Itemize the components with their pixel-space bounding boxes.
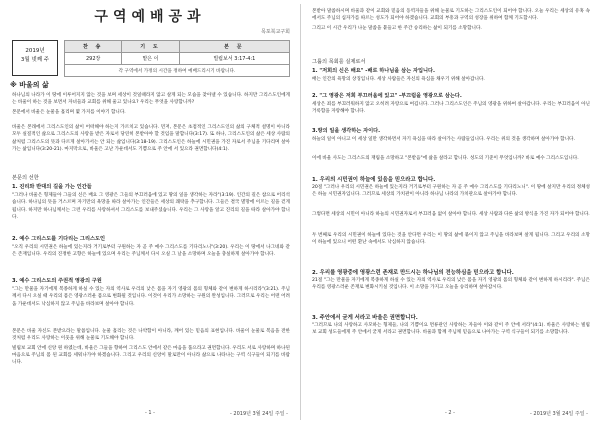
- point-2-text: "오직 우리의 시민권은 하늘에 있는지라 거기로부터 구원하는 자 곧 주 예수 그리스도를 기다리노니"(3:20). 우리는 이 땅에서 나그네와 같은 존재입니다. 우리의 진정한 고향은 하늘에 있으며 우리는 주님께서 다시 오실 그 날을 소망하며 오늘을 충실하게 살아가야 합니다.: [12, 245, 290, 258]
- hymn-header: 찬 송: [65, 41, 122, 53]
- page-number: - 1 -: [145, 410, 155, 416]
- belief-2-text: 21절 "그는 만물을 자기에게 복종하게 하실 수 있는 자의 역사로 우리의 낮은 몸을 자기 영광의 몸의 형체와 같이 변하게 하시리라". 주님은 우리를 영광스러운 존재로 변화시키실 것입니다. 이 소망을 가지고 오늘을 승리하며 살아갑시다.: [312, 278, 590, 291]
- point-3-heading: 3. 예수 그리스도의 주권적 영광의 구원: [12, 278, 102, 284]
- intro-paragraph: 본문에서 바울은 눈물을 흘리며 몇 가지를 이야기 합니다.: [12, 109, 126, 115]
- prayer-header: 기 도: [122, 41, 179, 53]
- table-note: 각 구역에서 가정의 시간을 정하여 예배드리시기 바랍니다.: [65, 65, 290, 77]
- footer-date: - 2019년 3월 24일 주일 -: [530, 411, 588, 417]
- point-1-text: "그러나 바울은 형제들아 그들의 신은 배요 그 영광은 그들의 부끄러움에 있고 땅의 일을 생각하는 자라"(3:19). 인간의 길은 참으로 어리석습니다. 하나님의 뜻을 거스르며 자기만의 욕망을 따라 살아가는 인간들은 세상의 쾌락을 추구합니다. 그들은 결국 멸망에 이르는 길을 걷게 됩니다. 하지만 하나님께서는 그런 우리를 사랑하셔서 그리스도를 보내주셨습니다. 우리는 그 사랑을 알고 진리의 길을 따라 살아가야 합니다.: [12, 193, 290, 220]
- text-value: 빌립보서 3:17-4:1: [179, 53, 289, 65]
- date-week: 3월 넷째 주: [20, 57, 50, 63]
- point-1-heading: 1. 진리와 반대의 길을 가는 인간들: [12, 184, 92, 190]
- right-intro: [312, 8, 590, 34]
- belief-3-text: "그러므로 나의 사랑하고 사모하는 형제들, 나의 기쁨이요 면류관인 사랑하는 자들아 이와 같이 주 안에 서라"(4:1). 바울은 사랑하는 빌립보 교회 성도들에게 주 안에서 굳게 서라고 권면합니다. 바울과 함께 주님께 믿음으로 나아가는 구역 식구들이 되기를 소망합니다.: [312, 323, 590, 336]
- apply-3-heading: 3.땅의 일을 생각하는 자이다.: [312, 128, 381, 134]
- belief-1-text2: 그렇다면 세상의 시민이 아니라 하늘의 시민권자로서 부끄러움 없이 살아야 합니다. 세상 사람과 다른 삶의 방식을 가진 자가 되어야 합니다.: [312, 212, 590, 217]
- closing-paragraph: 빌립보 교회 안에 신앙 원 하였는데, 바울은 그들을 향하여 그리스도 안에서 같은 마음을 품으라고 권면합니다. 우리도 서로 사랑하며 하나된 마음으로 주님의 몸 된 교회를 세워나가야 하겠습니다. 그리고 우리의 신앙이 말로만이 아니라 삶으로 나타나는 구역 식구들이 되기를 바랍니다.: [12, 345, 290, 366]
- right-intro-paragraph: 본받아 말씀하시며 바울과 같이 교회와 믿음의 동역자들을 위해 눈물로 기도하는 그리스도인이 되어야 합니다. 오늘 우리는 세상의 유혹 속에서도 주님의 십자가를 따르는 성도가 되어야 하겠습니다. 교회의 부흥과 구역의 성장을 위하여 함께 기도합시다.: [312, 9, 590, 22]
- apply-title: 그룹의 목회를 실제로서: [312, 59, 366, 65]
- belief-1-text: 20절 "그러나 우리의 시민권은 하늘에 있는지라 거기로부터 구원하는 자 곧 주 예수 그리스도를 기다리노니". 이 땅에 살지만 우리의 정체성은 하늘 시민권자입니다. 그러므로 세상의 가치관이 아니라 하나님 나라의 가치관으로 살아가야 합니다.: [312, 185, 590, 198]
- belief-1-heading: 1. 우리의 시민권이 하늘에 있음을 믿으라고 합니다.: [312, 177, 436, 183]
- date-box: [12, 40, 58, 76]
- text-header: 본 문: [179, 41, 289, 53]
- apply-3-extra: 이에 바울 사도는 그리스도의 재림을 소망하고 "본받음"에 삶을 살라고 합니다. 성도의 기준이 무엇입니까? 바로 예수 그리스도입니다.: [312, 156, 579, 161]
- belief-1-text3: 두 번째로 우리의 시민권이 하늘에 있다는 것을 안다면 우리는 이 땅의 삶에 묶이지 않고 주님을 바라보며 살게 됩니다. 그리고 우리의 소망이 하늘에 있으니 어떤 환난 속에서도 낙심하지 않습니다.: [312, 233, 590, 246]
- apply-3-text: 하늘의 일이 아니고 이 세상 일만 생각하면서 자기 욕심을 따라 살아가는 사람들입니다. 우리는 위의 것을 생각하며 살아가야 합니다.: [312, 137, 575, 142]
- date-year: 2019년: [25, 48, 45, 54]
- worship-info-table: [64, 40, 290, 77]
- belief-3-heading: 3. 주안에서 굳게 서라고 바울은 권면합니다.: [312, 315, 418, 321]
- document-title: 구역예배공과: [94, 9, 206, 25]
- apply-1-text: 배는 인간의 욕망의 상징입니다. 세상 사람들은 자신의 욕심을 채우기 위해 살아갑니다.: [312, 77, 485, 82]
- intro-text: [12, 92, 290, 118]
- belief-2-heading: 2. 우리를 영광중에 영광스런 존재로 만드시는 하나님의 전능하심을 믿으라고 합니다.: [312, 270, 514, 276]
- footer-date: - 2019년 3월 24일 주일 -: [230, 411, 288, 417]
- section-heading: ※ 바울의 삶: [10, 81, 49, 89]
- point-3-text: "그는 만물을 자기에게 복종하게 하실 수 있는 자의 역사로 우리의 낮은 몸을 자기 영광의 몸의 형체와 같이 변하게 하시리라"(3:21). 주님께서 다시 오실 때 우리의 몸은 영광스러운 몸으로 변화될 것입니다. 이것이 우리가 소망하는 구원의 완성입니다. 그러므로 우리는 어떤 어려움 가운데서도 낙심하지 않고 주님을 바라보며 살아야 합니다.: [12, 287, 290, 307]
- apply-2-text: 세상은 죄를 부끄러워하지 않고 오히려 자랑으로 여깁니다. 그러나 그리스도인은 주님의 영광을 위하여 살아갑니다. 우리는 부끄러움이 아닌 거룩함을 자랑해야 합니다.: [312, 102, 590, 115]
- hymn-value: 292장: [65, 53, 122, 65]
- points-title: 본문의 선한: [12, 175, 39, 181]
- overview-paragraph: 바울은 본래에서 그리스도인의 삶이 어떠해야 하는지 가르치고 있습니다. 먼저, 본문은 초점적인 그리스도인의 삶의 구체적 설명이 아니라 모두 실질적인 삶으로 그리스도의 사랑을 받은 자로서 당연히 본받아야 할 것임을 말합니다(3:17). 또 하나, 그리스도인의 삶은 세상 사람의 삶처럼 그리스도의 뜻과 다르게 살아가서는 안 되는 삶입니다(3:18-19). 그리스도인은 하늘에 시민권을 가진 자로서 주님을 기다리며 살아가는 삶입니다(3:20-21). 마지막으로, 바울은 고난 가운데서도 기쁨으로 주 안에 서 있으라 권면합니다(4:1).: [12, 125, 290, 152]
- apply-1-heading: 1. "저희의 신은 배요" -배로 하나님을 삼는 자입니다.: [312, 68, 435, 74]
- closing-text: [12, 328, 290, 368]
- apply-2-heading: 2. "그 영광은 저희 부끄러움에 있고" -부끄럼을 영광으로 삼는다.: [312, 93, 462, 99]
- page-divider: [300, 4, 301, 420]
- right-intro-paragraph: 그리고 이 시간 우리가 나눈 말씀을 붙들고 한 주간 승리하는 삶이 되기를 소망합니다.: [312, 25, 482, 31]
- intro-paragraph: 하나님의 나라가 이 땅에 이루어지지 않는 것을 보며 세상이 것일때라지 않고 살게 되는 모습을 찾아낼 수 있습니다. 하지만 그리스도인에게는 바울이 하는 것을 보면서 자녀들과 교회를 위해 울고 있나요? 우리는 무엇을 사랑합니까?: [12, 93, 290, 106]
- closing-paragraph: 본문은 바울 자신도 본받으라는 말씀입니다. 눈물 흘리는 것은 나약함이 아니라, 깨어 있는 믿음의 표현입니다. 바울이 눈물로 복음을 전한 것처럼 우리도 사랑하는 이웃을 위해 눈물로 기도해야 합니다.: [12, 329, 290, 342]
- prayer-value: 맡은 이: [122, 53, 179, 65]
- author-label: 목포북교구회: [261, 29, 290, 35]
- point-2-heading: 2. 예수 그리스도를 기다리는 그리스도인: [12, 236, 105, 242]
- page-number: - 2 -: [445, 410, 455, 416]
